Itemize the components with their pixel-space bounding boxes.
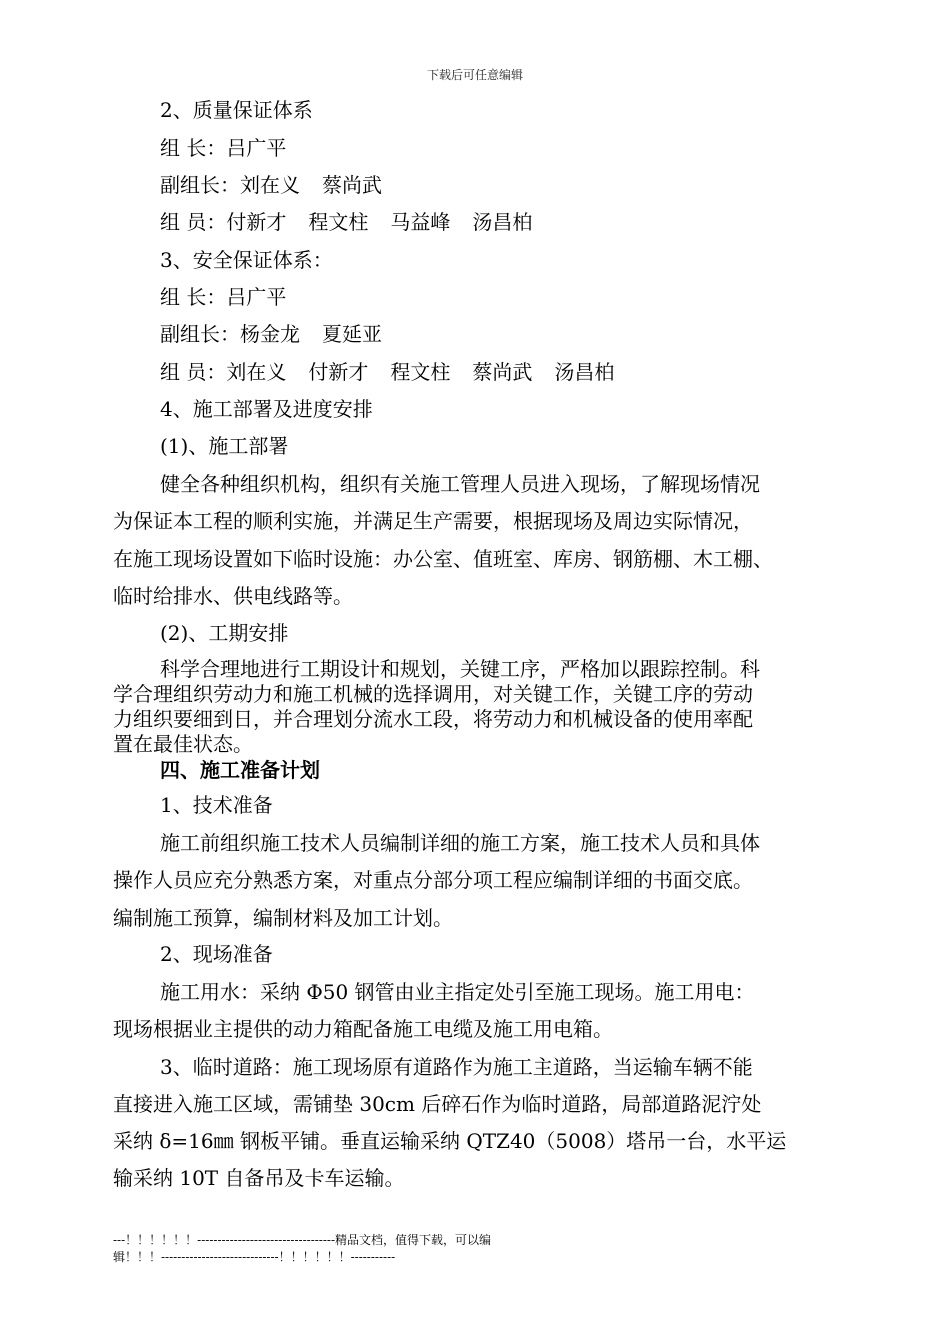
para-schedule-line-3: 力组织要细到日，并合理划分流水工段，将劳动力和机械设备的使用率配 bbox=[113, 707, 753, 731]
quality-deputy-1: 副组长：刘在义 bbox=[160, 173, 300, 197]
quality-leader: 组 长：吕广平 bbox=[160, 136, 287, 160]
para-site-line-2: 现场根据业主提供的动力箱配备施工电缆及施工用电箱。 bbox=[113, 1017, 613, 1041]
para-road-line-4: 输采纳 10T 自备吊及卡车运输。 bbox=[113, 1166, 405, 1190]
quality-member-4: 汤昌柏 bbox=[472, 210, 533, 234]
safety-deputy-2: 夏延亚 bbox=[322, 322, 382, 346]
subsection-schedule: (2)、工期安排 bbox=[160, 621, 289, 645]
safety-member-1: 组 员：刘在义 bbox=[160, 360, 287, 384]
para-deployment-line-1: 健全各种组织机构，组织有关施工管理人员进入现场，了解现场情况 bbox=[160, 472, 760, 496]
para-schedule-line-2: 学合理组织劳动力和施工机械的选择调用，对关键工作，关键工序的劳动 bbox=[113, 682, 753, 706]
para-schedule-line-4: 置在最佳状态。 bbox=[113, 732, 253, 756]
quality-member-3: 马益峰 bbox=[390, 210, 451, 234]
para-technical-line-2: 操作人员应充分熟悉方案，对重点分部分项工程应编制详细的书面交底。 bbox=[113, 868, 753, 892]
para-schedule-line-1: 科学合理地进行工期设计和规划，关键工序，严格加以跟踪控制。科 bbox=[160, 657, 760, 681]
heading-preparation-plan: 四、施工准备计划 bbox=[160, 758, 320, 782]
para-road-line-2: 直接进入施工区域，需铺垫 30cm 后碎石作为临时道路，局部道路泥泞处 bbox=[113, 1092, 762, 1116]
quality-members-row bbox=[160, 210, 532, 234]
safety-deputy-row bbox=[160, 322, 382, 346]
section-deployment-title: 4、施工部署及进度安排 bbox=[160, 397, 373, 421]
safety-member-4: 蔡尚武 bbox=[472, 360, 533, 384]
para-technical-line-1: 施工前组织施工技术人员编制详细的施工方案，施工技术人员和具体 bbox=[160, 831, 760, 855]
safety-leader: 组 长：吕广平 bbox=[160, 285, 287, 309]
quality-member-2: 程文柱 bbox=[308, 210, 369, 234]
quality-deputy-2: 蔡尚武 bbox=[322, 173, 382, 197]
quality-member-1: 组 员：付新才 bbox=[160, 210, 287, 234]
footer-line-1: ---！！！！！！----------------------------------精品文档，值得下载，可以编 bbox=[113, 1233, 492, 1247]
para-road-line-1: 3、临时道路：施工现场原有道路作为施工主道路，当运输车辆不能 bbox=[160, 1055, 753, 1079]
para-site-line-1: 施工用水：采纳 Φ50 钢管由业主指定处引至施工现场。施工用电： bbox=[160, 980, 755, 1004]
safety-member-3: 程文柱 bbox=[390, 360, 451, 384]
page-header: 下载后可任意编辑 bbox=[426, 68, 523, 82]
para-road-line-3: 采纳 δ=16㎜ 钢板平铺。垂直运输采纳 QTZ40（5008）塔吊一台，水平运 bbox=[113, 1129, 787, 1153]
para-deployment-line-3: 在施工现场设置如下临时设施：办公室、值班室、库房、钢筋棚、木工棚、 bbox=[113, 547, 773, 571]
section-technical-prep: 1、技术准备 bbox=[160, 793, 273, 817]
safety-members-row bbox=[160, 360, 614, 384]
section-site-prep: 2、现场准备 bbox=[160, 942, 273, 966]
section-quality-title: 2、质量保证体系 bbox=[160, 98, 313, 122]
para-deployment-line-4: 临时给排水、供电线路等。 bbox=[113, 584, 353, 608]
subsection-deployment: (1)、施工部署 bbox=[160, 434, 289, 458]
quality-deputy-row bbox=[160, 173, 382, 197]
section-safety-title: 3、安全保证体系： bbox=[160, 248, 333, 272]
safety-member-5: 汤昌柏 bbox=[554, 360, 615, 384]
para-technical-line-3: 编制施工预算，编制材料及加工计划。 bbox=[113, 906, 453, 930]
safety-member-2: 付新才 bbox=[308, 360, 369, 384]
para-deployment-line-2: 为保证本工程的顺利实施，并满足生产需要，根据现场及周边实际情况， bbox=[113, 509, 753, 533]
footer-line-2: 辑！！！-----------------------------！！！！！！----------- bbox=[113, 1250, 396, 1264]
safety-deputy-1: 副组长：杨金龙 bbox=[160, 322, 300, 346]
